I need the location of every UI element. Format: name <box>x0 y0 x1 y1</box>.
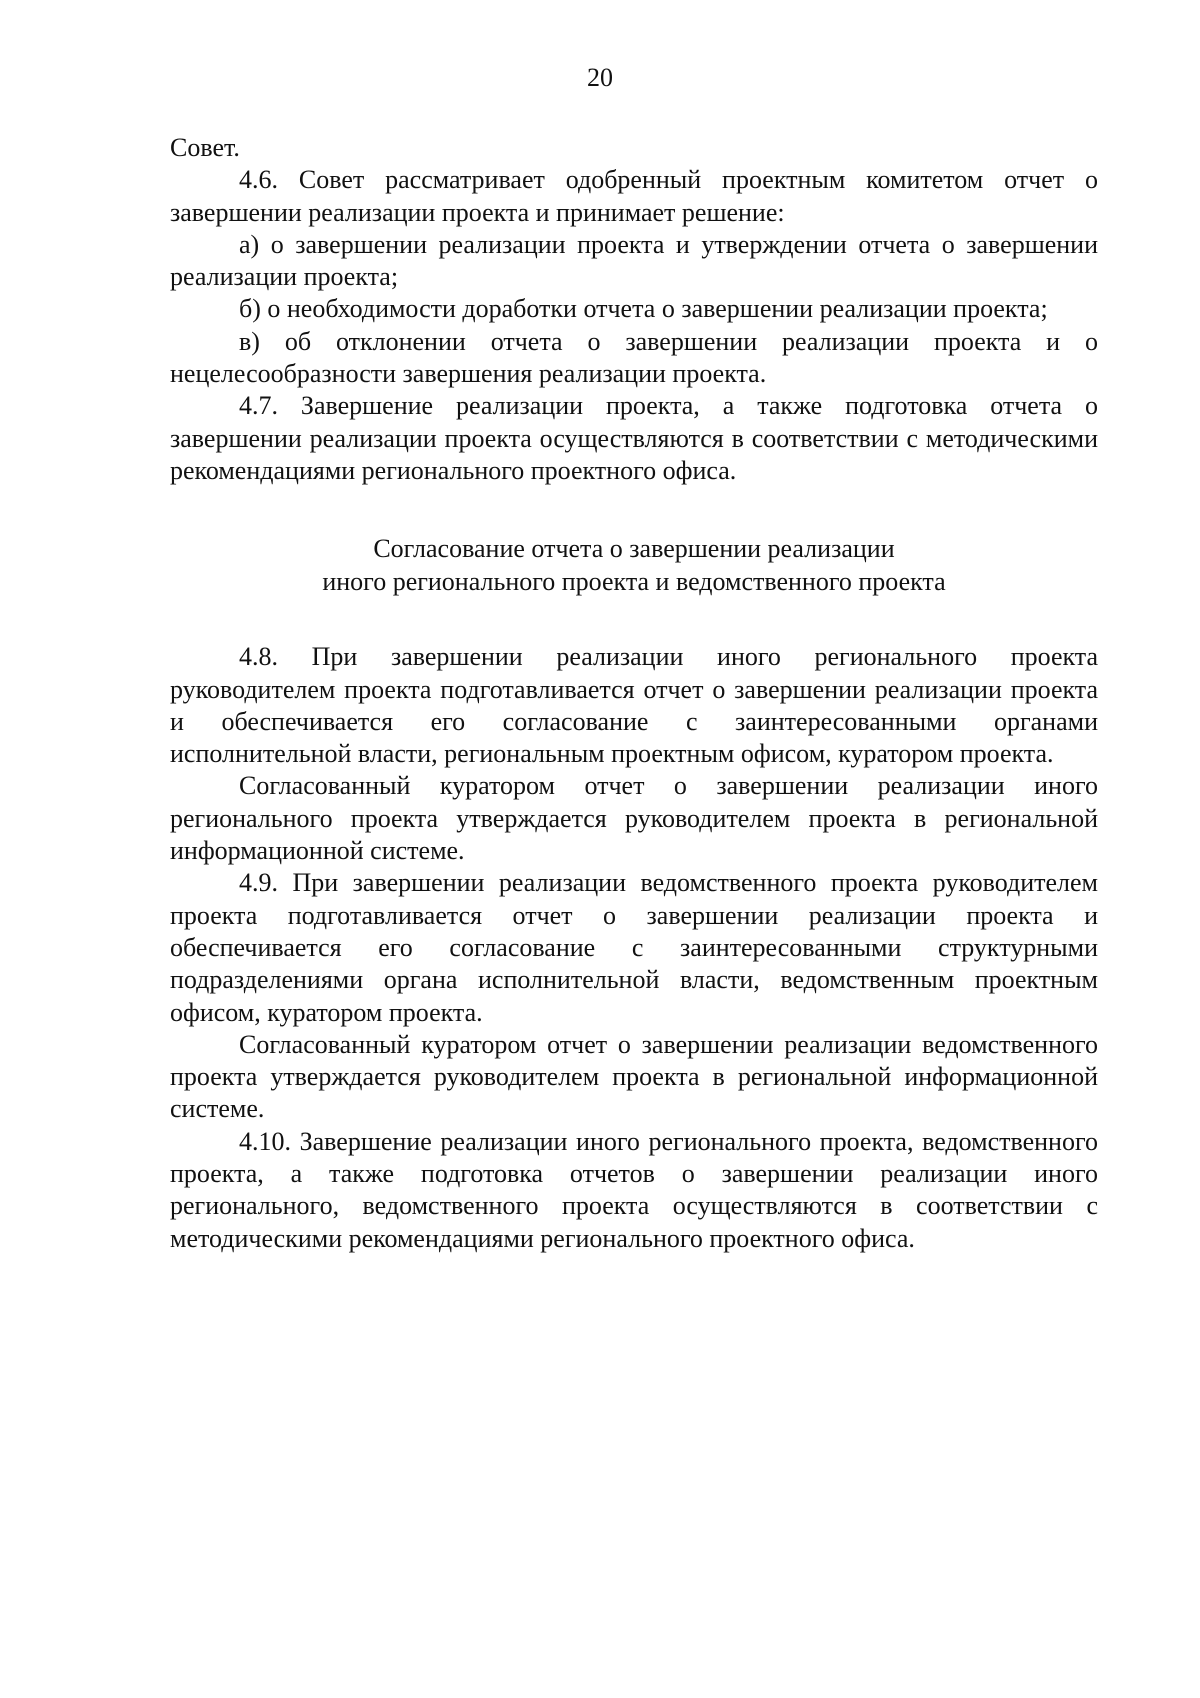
paragraph-4-9: 4.9. При завершении реализации ведомственного проекта руководителем проекта подготавливается отчет о завершении реализации проекта и обеспечивается его согласование с заинтересованными структурными подразделениями органа исполнительной власти, ведомственным проектным офисом, куратором проекта. <box>170 868 1098 1027</box>
section-heading <box>170 533 1098 598</box>
section-heading-line-1: Согласование отчета о завершении реализации <box>373 534 895 564</box>
document-body <box>170 132 1098 1255</box>
list-item-b: б) о необходимости доработки отчета о завершении реализации проекта; <box>239 294 1048 324</box>
paragraph-4-7: 4.7. Завершение реализации проекта, а также подготовка отчета о завершении реализации проекта осуществляются в соответствии с методическими рекомендациями регионального проектного офиса. <box>170 391 1098 485</box>
section-heading-line-2: иного регионального проекта и ведомственного проекта <box>322 566 946 596</box>
paragraph-4-8: 4.8. При завершении реализации иного регионального проекта руководителем проекта подготавливается отчет о завершении реализации проекта и обеспечивается его согласование с заинтересованными органами исполнительной власти, региональным проектным офисом, куратором проекта. <box>170 642 1098 769</box>
paragraph-4-6: 4.6. Совет рассматривает одобренный проектным комитетом отчет о завершении реализации проекта и принимает решение: <box>170 165 1098 227</box>
page-number: 20 <box>587 63 613 92</box>
paragraph-continuation: Совет. <box>170 133 240 162</box>
paragraph-4-10: 4.10. Завершение реализации иного регионального проекта, ведомственного проекта, а также подготовка отчетов о завершении реализации иного регионального, ведомственного проекта осуществляются в соответствии с методическими рекомендациями регионального проектного офиса. <box>170 1126 1098 1253</box>
list-item-v: в) об отклонении отчета о завершении реализации проекта и о нецелесообразности завершения реализации проекта. <box>170 326 1098 389</box>
paragraph-4-8-approval: Согласованный куратором отчет о завершении реализации иного регионального проекта утверждается руководителем проекта в региональной информационной системе. <box>170 771 1098 866</box>
list-item-a: а) о завершении реализации проекта и утверждении отчета о завершении реализации проекта; <box>170 229 1098 292</box>
paragraph-4-9-approval: Согласованный куратором отчет о завершении реализации ведомственного проекта утверждается руководителем проекта в региональной информационной системе. <box>170 1029 1098 1124</box>
